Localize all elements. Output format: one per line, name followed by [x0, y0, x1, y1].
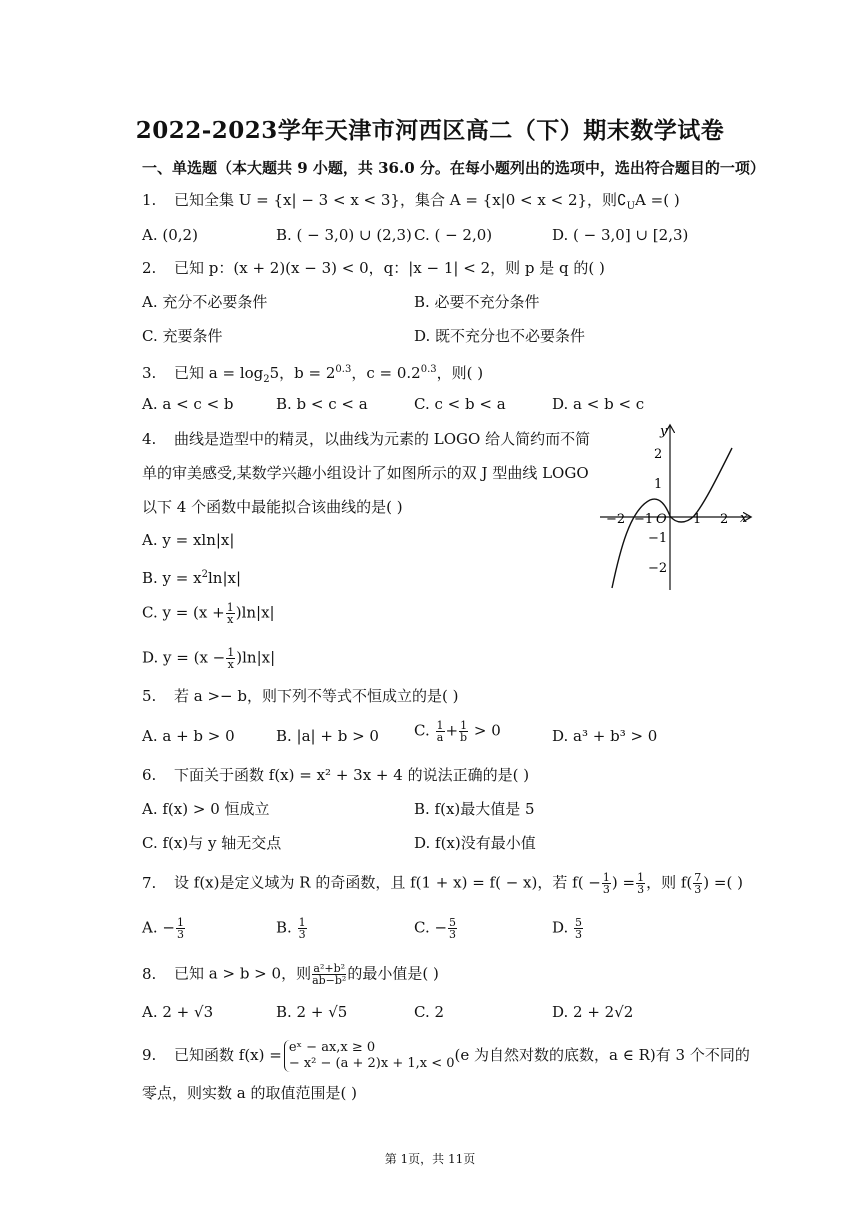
question-stem: ，则( )	[436, 364, 484, 382]
x-tick-label: −2	[606, 512, 626, 527]
y-tick-label: 1	[654, 477, 663, 492]
question-stem: 下面关于函数 f(x) = x² + 3x + 4 的说法正确的是( )	[174, 766, 530, 784]
q3-option-d: D. a < b < c	[552, 395, 645, 413]
q7-option-a	[142, 917, 186, 940]
exponent: 0.3	[420, 364, 437, 375]
q5-option-b: B. |a| + b > 0	[276, 727, 379, 745]
y-tick-label: −1	[648, 531, 668, 546]
q5-option-d: D. a³ + b³ > 0	[552, 727, 658, 745]
option-text: ln|x|	[207, 569, 242, 587]
question-number: 7.	[142, 873, 157, 892]
exam-title: 2022-2023学年天津市河西区高二（下）期末数学试卷	[135, 117, 725, 144]
question-1: 1. 已知全集 U = {x| − 3 < x < 3}，集合 A = {x|0 < x < 2}，则$∁_UA$ =( )	[142, 191, 680, 212]
q7-option-c	[414, 917, 458, 940]
logo-curve	[612, 448, 732, 588]
question-stem: 5，b = 2	[269, 364, 336, 382]
question-2	[142, 258, 605, 278]
option-text: > 0	[473, 721, 501, 740]
fraction: $\frac{1}{3}$	[176, 916, 184, 941]
q3-option-c: C. c < b < a	[414, 395, 506, 413]
fraction: $\frac{5}{3}$	[449, 916, 457, 941]
q8-option-b: B. 2 + √5	[276, 1003, 348, 1021]
option-text: D. y = (x −	[142, 648, 226, 667]
question-4-line-3: 以下 4 个函数中最能拟合该曲线的是( )	[142, 498, 403, 516]
q6-option-b: B. f(x)最大值是 5	[414, 800, 535, 818]
q5-option-a: A. a + b > 0	[142, 727, 235, 745]
q4-option-d	[142, 647, 275, 670]
fraction: $\frac{1}{b}$	[460, 719, 468, 744]
question-number: 1.	[142, 191, 157, 209]
fraction: $\frac{1}{3}$	[298, 916, 306, 941]
question-number: 8.	[142, 964, 157, 983]
q6-option-a: A. f(x) > 0 恒成立	[142, 800, 270, 818]
q4-option-c	[142, 602, 275, 625]
x-axis-label: x	[740, 511, 748, 526]
q1-option-a: A. (0,2)	[142, 226, 198, 244]
q3-option-a: A. a < c < b	[142, 395, 234, 413]
x-tick-label: 1	[693, 512, 702, 527]
exponent: 0.3	[335, 364, 352, 375]
q2-option-b: B. 必要不充分条件	[414, 293, 540, 311]
q8-option-c: C. 2	[414, 1003, 445, 1021]
y-axis-label: y	[660, 424, 668, 439]
question-3	[142, 360, 483, 390]
question-number: 5.	[142, 687, 157, 705]
question-number: 2.	[142, 259, 157, 277]
question-number: 9.	[142, 1046, 157, 1064]
q2-option-c: C. 充要条件	[142, 327, 223, 345]
page-footer: 第 1页，共 11页	[384, 1152, 476, 1166]
question-number: 4.	[142, 430, 157, 448]
question-number: 6.	[142, 766, 157, 784]
q8-option-d: D. 2 + 2√2	[552, 1003, 634, 1021]
fraction: $\frac{1}{3}$	[637, 871, 645, 896]
option-text: D.	[552, 918, 569, 937]
question-stem: 已知全集 U = {x| − 3 < x < 3}，集合 A = {x|0 < x < 2}，则∁	[174, 191, 627, 209]
fraction: $\frac{5}{3}$	[575, 916, 583, 941]
question-stem: 已知 p：(x + 2)(x − 3) < 0，q：|x − 1| < 2，则 p 是 q 的( )	[174, 259, 605, 277]
question-stem: (e 为自然对数的底数，a ∈ R)有 3 个不同的	[454, 1046, 750, 1064]
question-stem: ，则 f(	[646, 873, 693, 892]
q6-option-d: D. f(x)没有最小值	[414, 834, 536, 852]
question-stem: 曲线是造型中的精灵，以曲线为元素的 LOGO 给人简约而不简	[174, 430, 591, 448]
q1-option-d: D. ( − 3,0] ∪ [2,3)	[552, 226, 689, 244]
q7-option-d	[552, 917, 584, 940]
fraction: $\frac{1}{a}$	[436, 719, 444, 744]
q4-option-b	[142, 565, 241, 588]
question-number: 3.	[142, 364, 157, 382]
x-tick-label: −1	[634, 512, 654, 527]
question-stem-tail: A =( )	[635, 191, 680, 209]
q6-option-c: C. f(x)与 y 轴无交点	[142, 834, 282, 852]
question-stem: ) =	[611, 873, 636, 892]
section-heading: 一、单选题（本大题共 9 小题，共 36.0 分。在每小题列出的选项中，选出符合题目的一项）	[142, 159, 765, 177]
fraction: $\frac{7}{3}$	[694, 871, 702, 896]
q2-option-a: A. 充分不必要条件	[142, 293, 268, 311]
q1-option-c: C. ( − 2,0)	[414, 226, 493, 244]
question-stem: 已知 a = log	[174, 364, 264, 382]
fraction: $\frac{1}{x}$	[227, 646, 235, 671]
piecewise-cases: eˣ − ax,x ≥ 0 − x² − (a + 2)x + 1,x < 0	[284, 1040, 455, 1072]
question-5	[142, 686, 458, 706]
x-tick-label: 2	[720, 512, 729, 527]
question-9-line-2: 零点，则实数 a 的取值范围是( )	[142, 1084, 357, 1102]
fraction: $\frac{1}{3}$	[602, 871, 610, 896]
question-stem: 设 f(x)是定义域为 R 的奇函数，且 f(1 + x) = f( − x)，若 f( −	[174, 873, 601, 892]
question-stem: ) =( )	[703, 873, 743, 892]
q1-option-b: B. ( − 3,0) ∪ (2,3)	[276, 226, 412, 244]
option-text: B.	[276, 918, 292, 937]
q7-option-b	[276, 917, 308, 940]
question-4	[142, 429, 590, 449]
q3-option-b: B. b < c < a	[276, 395, 368, 413]
log-base: 2	[263, 374, 270, 385]
option-text: A. −	[142, 918, 175, 937]
question-4-line-2: 单的审美感受,某数学兴趣小组设计了如图所示的双 J 型曲线 LOGO	[142, 464, 589, 482]
exponent: 2	[201, 569, 208, 580]
question-stem: 已知 a > b > 0，则	[174, 964, 312, 983]
option-text: C. −	[414, 918, 448, 937]
question-stem: 若 a >− b，则下列不等式不恒成立的是( )	[174, 687, 459, 705]
question-stem: 已知函数 f(x) =	[174, 1046, 282, 1064]
q4-option-a: A. y = xln|x|	[142, 531, 235, 549]
question-7	[142, 872, 743, 895]
option-text: C. y = (x +	[142, 603, 225, 622]
option-text: )ln|x|	[235, 603, 275, 622]
option-text: B. y = x	[142, 569, 202, 587]
fraction: $\frac{1}{x}$	[226, 601, 234, 626]
option-text: C.	[414, 721, 430, 740]
question-8	[142, 963, 439, 986]
fraction: $\frac{\text{a²+b²}}{\text{ab−b²}}$	[312, 962, 347, 987]
question-stem: ，c = 0.2	[351, 364, 421, 382]
question-stem: 的最小值是( )	[347, 964, 439, 983]
option-text: )ln|x|	[236, 648, 276, 667]
q5-option-c: C. $\frac{1}{a}$ + $\frac{1}{b}$ > 0	[414, 719, 501, 744]
q2-option-d: D. 既不充分也不必要条件	[414, 327, 586, 345]
origin-label: O	[656, 512, 667, 527]
logo-curve-graph	[590, 420, 760, 600]
q8-option-a: A. 2 + √3	[142, 1003, 214, 1021]
question-6	[142, 765, 529, 785]
y-tick-label: 2	[654, 447, 663, 462]
question-9	[142, 1040, 750, 1072]
y-tick-label: −2	[648, 561, 668, 576]
